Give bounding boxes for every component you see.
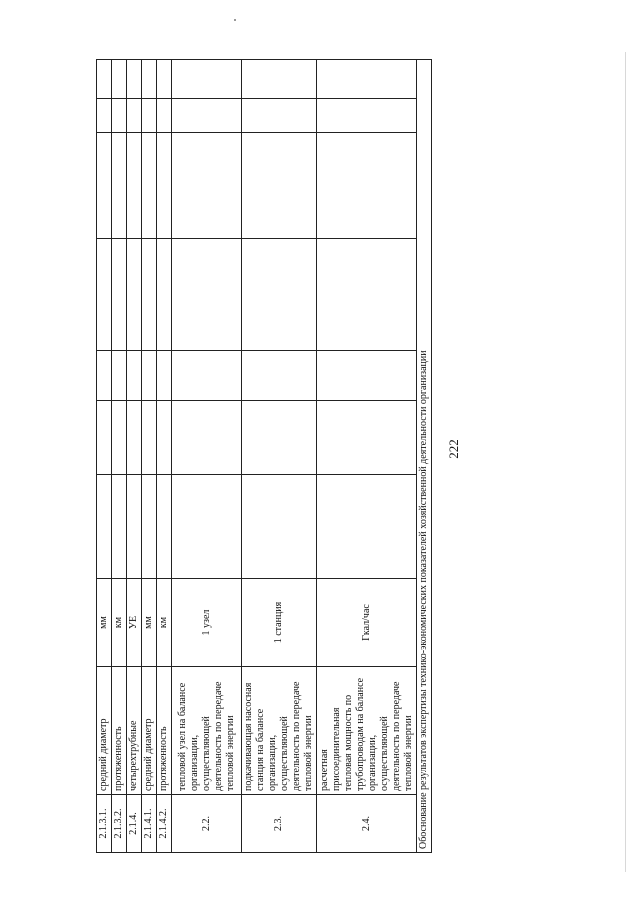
empty-value-cell <box>112 133 127 239</box>
empty-value-cell <box>157 99 172 133</box>
empty-value-cell <box>127 99 142 133</box>
empty-value-cell <box>97 60 112 99</box>
table-row <box>127 60 142 853</box>
row-indicator-name: протяженность <box>112 667 127 795</box>
empty-value-cell <box>112 99 127 133</box>
row-unit: км <box>112 579 127 667</box>
empty-value-cell <box>142 60 157 99</box>
empty-value-cell <box>142 99 157 133</box>
empty-value-cell <box>97 401 112 475</box>
row-indicator-name: расчетная присоединительная тепловая мощность по трубопроводам на балансе организации, осуществляющей деятельность по передаче тепловой энергии <box>317 667 417 795</box>
row-number: 2.1.3.1. <box>97 795 112 853</box>
row-indicator-name: четырехтрубные <box>127 667 142 795</box>
empty-value-cell <box>157 401 172 475</box>
empty-value-cell <box>242 239 317 351</box>
empty-value-cell <box>317 401 417 475</box>
empty-value-cell <box>317 60 417 99</box>
page-number: 222 <box>445 439 461 459</box>
empty-value-cell <box>157 475 172 579</box>
scan-edge-line <box>625 52 626 872</box>
empty-value-cell <box>242 99 317 133</box>
footer-text: Обоснование результатов экспертизы технико-экономических показателей хозяйственной деятельности организации <box>417 60 432 853</box>
empty-value-cell <box>97 133 112 239</box>
empty-value-cell <box>127 401 142 475</box>
empty-value-cell <box>142 351 157 401</box>
empty-value-cell <box>242 60 317 99</box>
empty-value-cell <box>157 60 172 99</box>
empty-value-cell <box>172 133 242 239</box>
table-row <box>317 60 417 853</box>
table-row <box>97 60 112 853</box>
empty-value-cell <box>97 475 112 579</box>
row-number: 2.1.3.2. <box>112 795 127 853</box>
row-number: 2.1.4.2. <box>157 795 172 853</box>
row-indicator-name: средний диаметр <box>97 667 112 795</box>
empty-value-cell <box>112 239 127 351</box>
row-number: 2.1.4. <box>127 795 142 853</box>
rotated-table <box>96 60 429 853</box>
row-number: 2.1.4.1. <box>142 795 157 853</box>
empty-value-cell <box>127 475 142 579</box>
empty-value-cell <box>242 401 317 475</box>
table-row <box>172 60 242 853</box>
empty-value-cell <box>127 60 142 99</box>
row-unit: УЕ <box>127 579 142 667</box>
scan-speck <box>234 19 236 21</box>
row-number: 2.2. <box>172 795 242 853</box>
empty-value-cell <box>127 133 142 239</box>
empty-value-cell <box>112 60 127 99</box>
empty-value-cell <box>112 475 127 579</box>
empty-value-cell <box>142 133 157 239</box>
row-number: 2.4. <box>317 795 417 853</box>
empty-value-cell <box>112 401 127 475</box>
empty-value-cell <box>172 239 242 351</box>
row-unit: 1 станция <box>242 579 317 667</box>
empty-value-cell <box>317 99 417 133</box>
empty-value-cell <box>172 351 242 401</box>
table-row <box>157 60 172 853</box>
row-unit: км <box>157 579 172 667</box>
empty-value-cell <box>317 475 417 579</box>
row-indicator-name: средний диаметр <box>142 667 157 795</box>
empty-value-cell <box>317 351 417 401</box>
empty-value-cell <box>157 351 172 401</box>
table-row <box>112 60 127 853</box>
empty-value-cell <box>317 133 417 239</box>
empty-value-cell <box>242 475 317 579</box>
row-number: 2.3. <box>242 795 317 853</box>
empty-value-cell <box>97 351 112 401</box>
empty-value-cell <box>172 60 242 99</box>
empty-value-cell <box>317 239 417 351</box>
empty-value-cell <box>242 351 317 401</box>
empty-value-cell <box>127 351 142 401</box>
row-indicator-name: протяженность <box>157 667 172 795</box>
empty-value-cell <box>172 99 242 133</box>
empty-value-cell <box>157 133 172 239</box>
empty-value-cell <box>242 133 317 239</box>
empty-value-cell <box>97 99 112 133</box>
empty-value-cell <box>172 401 242 475</box>
row-unit: 1 узел <box>172 579 242 667</box>
empty-value-cell <box>142 401 157 475</box>
table-row <box>242 60 317 853</box>
empty-value-cell <box>97 239 112 351</box>
indicators-table <box>96 59 432 853</box>
table-row <box>142 60 157 853</box>
empty-value-cell <box>142 475 157 579</box>
empty-value-cell <box>157 239 172 351</box>
row-unit: Гкал/час <box>317 579 417 667</box>
empty-value-cell <box>127 239 142 351</box>
row-unit: мм <box>97 579 112 667</box>
empty-value-cell <box>112 351 127 401</box>
table-body <box>97 60 432 853</box>
footer-row <box>417 60 432 853</box>
row-indicator-name: подкачивающая насосная станция на балансе организации, осуществляющей деятельность по передаче тепловой энергии <box>242 667 317 795</box>
table-container <box>96 60 429 853</box>
empty-value-cell <box>142 239 157 351</box>
row-indicator-name: тепловой узел на балансе организации, осуществляющей деятельность по передаче тепловой энергии <box>172 667 242 795</box>
row-unit: мм <box>142 579 157 667</box>
empty-value-cell <box>172 475 242 579</box>
